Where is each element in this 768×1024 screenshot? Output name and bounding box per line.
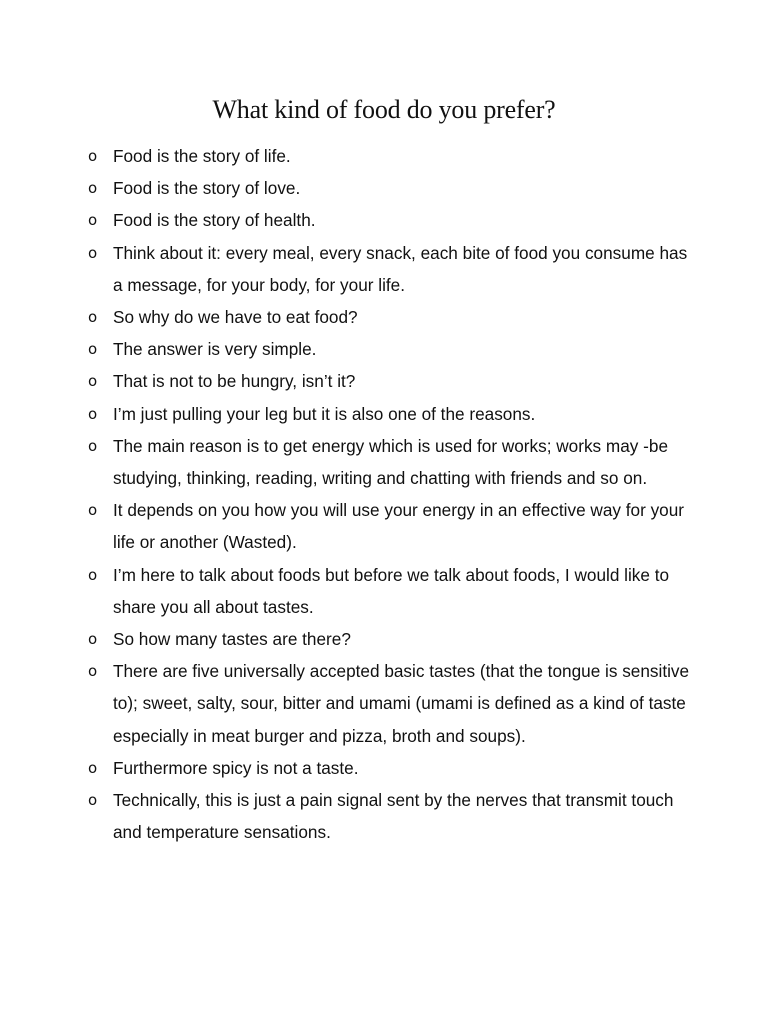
bullet-circle-icon: o <box>88 308 98 327</box>
list-item <box>88 784 695 848</box>
list-item-text: So why do we have to eat food? <box>113 307 358 328</box>
list-item <box>88 623 695 655</box>
bullet-circle-icon: o <box>88 372 98 391</box>
list-item-text: There are five universally accepted basic tastes (that the tongue is sensitive to); sweet, salty, sour, bitter and umami (umami is defined as a kind of taste especially in meat burger and pizza, broth and soups). <box>113 661 690 746</box>
page-title: What kind of food do you prefer? <box>212 95 556 124</box>
bullet-circle-icon: o <box>88 662 98 681</box>
list-item-text: Think about it: every meal, every snack, each bite of food you consume has a message, for your body, for your life. <box>113 242 688 295</box>
bullet-circle-icon: o <box>88 630 98 649</box>
list-item <box>88 365 695 397</box>
list-item <box>88 430 695 494</box>
list-item <box>88 237 695 301</box>
bullet-circle-icon: o <box>88 243 98 262</box>
list-item <box>88 494 695 558</box>
list-item <box>88 301 695 333</box>
bullet-circle-icon: o <box>88 436 98 455</box>
list-item-text: Food is the story of love. <box>113 178 301 199</box>
bullet-circle-icon: o <box>88 501 98 520</box>
bullet-circle-icon: o <box>88 404 98 423</box>
list-item <box>88 140 695 172</box>
bullet-circle-icon: o <box>88 211 98 230</box>
list-item-text: Technically, this is just a pain signal sent by the nerves that transmit touch and temperature sensations. <box>113 790 674 843</box>
bullet-circle-icon: o <box>88 758 98 777</box>
list-item-text: It depends on you how you will use your energy in an effective way for your life or another (Wasted). <box>113 500 685 553</box>
list-item-text: So how many tastes are there? <box>113 629 351 650</box>
list-item-text: Furthermore spicy is not a taste. <box>113 757 359 778</box>
bullet-circle-icon: o <box>88 565 98 584</box>
list-item-text: I’m just pulling your leg but it is also one of the reasons. <box>113 403 536 424</box>
bullet-circle-icon: o <box>88 340 98 359</box>
list-item <box>88 333 695 365</box>
list-item <box>88 204 695 236</box>
bullet-list <box>0 140 695 848</box>
list-item-text: I’m here to talk about foods but before we talk about foods, I would like to share you all about tastes. <box>113 564 670 617</box>
bullet-circle-icon: o <box>88 791 98 810</box>
list-item-text: That is not to be hungry, isn’t it? <box>113 371 356 392</box>
list-item <box>88 172 695 204</box>
list-item <box>88 398 695 430</box>
bullet-circle-icon: o <box>88 179 98 198</box>
list-item-text: Food is the story of life. <box>113 146 291 166</box>
list-item <box>88 559 695 623</box>
list-item <box>88 752 695 784</box>
list-item-text: The answer is very simple. <box>113 339 317 360</box>
list-item <box>88 655 695 752</box>
list-item-text: Food is the story of health. <box>113 210 316 231</box>
bullet-circle-icon: o <box>88 147 98 165</box>
list-item-text: The main reason is to get energy which is used for works; works may -be studying, thinking, reading, writing and chatting with friends and so on. <box>113 435 669 489</box>
